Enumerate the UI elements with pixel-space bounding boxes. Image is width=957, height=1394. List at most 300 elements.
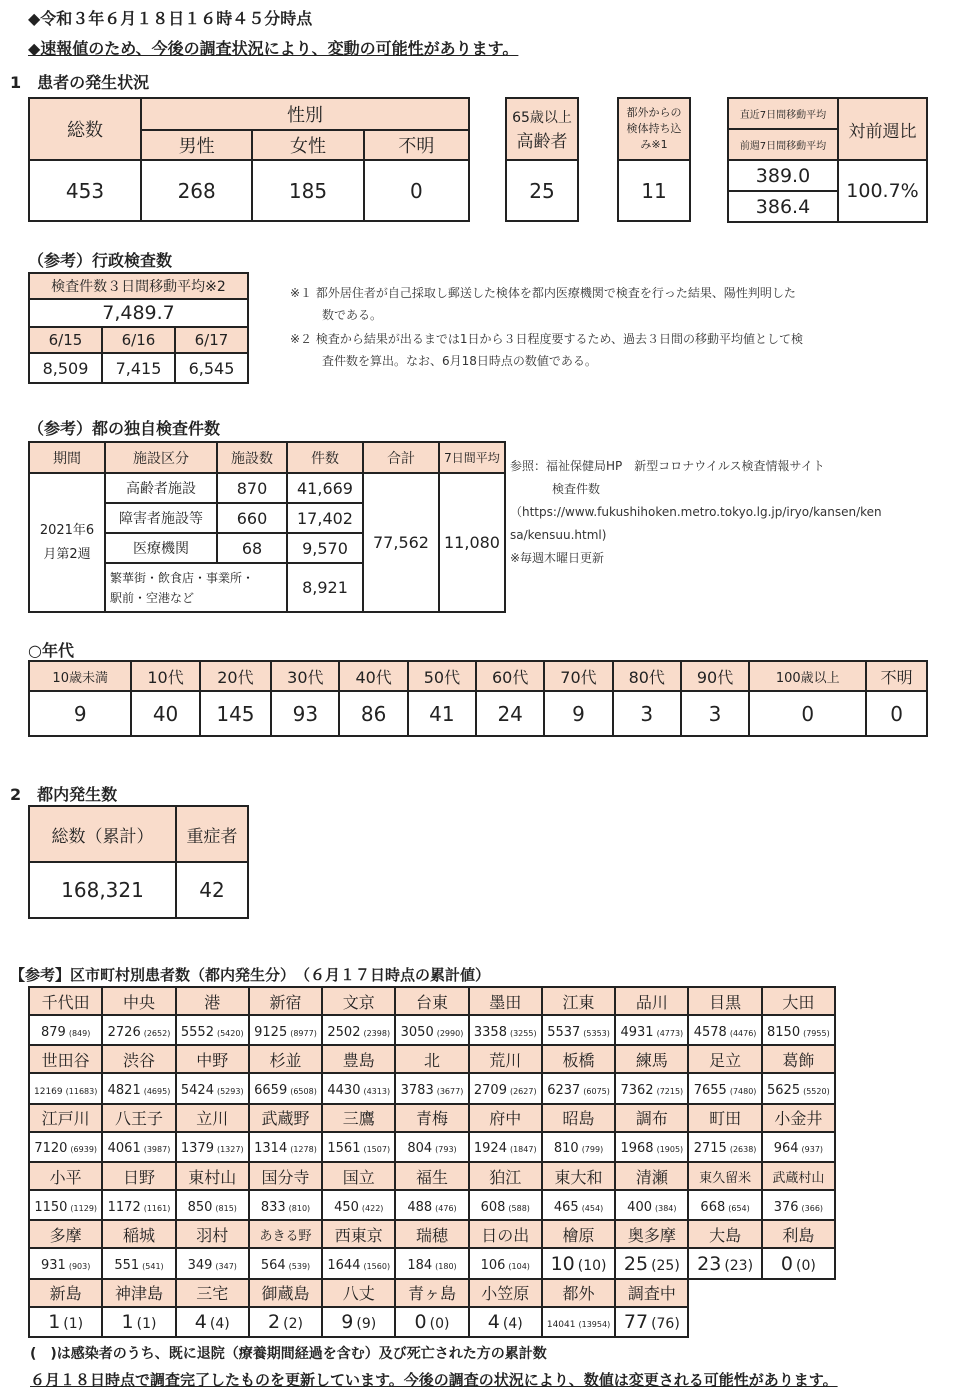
ratio-value: 100.7% (838, 160, 927, 222)
age-label: 60代 (476, 661, 544, 691)
admin-tests-table (28, 272, 249, 384)
municipality-cases: 4821 (107, 1083, 141, 1099)
admin-date: 6/15 (29, 327, 102, 353)
municipality-cases: 5537 (547, 1024, 581, 1040)
municipality-name: 日野 (102, 1162, 175, 1190)
municipality-recovered: (1278) (290, 1145, 317, 1155)
municipality-cases: 3783 (400, 1083, 434, 1099)
municipality-cases: 77 (623, 1310, 649, 1333)
municipality-cases: 9125 (254, 1024, 288, 1040)
municipality-count (322, 1073, 395, 1103)
municipality-count (176, 1132, 249, 1162)
municipality-name: 八王子 (102, 1104, 175, 1132)
municipal-table (28, 986, 836, 1338)
municipality-name: 中野 (176, 1045, 249, 1073)
municipality-recovered: (2627) (509, 1087, 537, 1097)
municipality-recovered: (5420) (216, 1028, 244, 1038)
municipal-title: 【参考】区市町村別患者数（都内発生分） （６月１７日時点の累計値） (10, 966, 491, 984)
sex-label: 性別 (141, 98, 469, 130)
municipality-cases: 349 (187, 1258, 213, 1274)
municipality-recovered: (180) (435, 1262, 457, 1272)
municipality-cases: 1644 (327, 1258, 361, 1274)
municipality-recovered: (104) (508, 1262, 530, 1272)
age-value: 93 (271, 691, 339, 736)
municipality-name: 青梅 (395, 1104, 468, 1132)
municipality-cases: 964 (773, 1141, 799, 1157)
municipality-count (176, 1073, 249, 1103)
age-table (28, 660, 928, 737)
municipality-recovered: (1161) (143, 1203, 171, 1213)
municipality-recovered: (588) (508, 1203, 530, 1213)
outside-sample-value: 11 (618, 160, 690, 221)
municipality-recovered: (5520) (803, 1087, 830, 1097)
municipality-count (395, 1190, 468, 1220)
tokyo-header: 7日間平均 (439, 442, 505, 473)
municipality-cases: 810 (553, 1141, 579, 1157)
tokyo-header: 合計 (363, 442, 439, 473)
municipality-cases: 1150 (34, 1199, 68, 1215)
municipality-name: 国分寺 (249, 1162, 322, 1190)
female-value: 185 (252, 160, 363, 221)
municipality-count (542, 1132, 615, 1162)
municipality-recovered: (2398) (363, 1028, 391, 1038)
municipality-count (322, 1248, 395, 1278)
footnote-1: ※１ 都外居住者が自己採取し郵送した検体を都内医療機関で検査を行った結果、陽性判明した 数である。 (290, 286, 796, 322)
municipality-count (395, 1015, 468, 1045)
municipality-cases: 488 (407, 1199, 433, 1215)
municipality-name: 墨田 (469, 987, 542, 1015)
municipality-name: 奥多摩 (615, 1220, 688, 1248)
municipality-count (688, 1190, 761, 1220)
female-label: 女性 (252, 130, 363, 160)
municipality-recovered: (793) (435, 1145, 457, 1155)
municipality-recovered: (476) (435, 1203, 457, 1213)
municipal-note: ( )は感染者のうち、既に退院（療養期間経過を含む）及び死亡された方の累計数 (30, 1346, 547, 1362)
municipality-count (469, 1307, 542, 1337)
municipality-count (469, 1073, 542, 1103)
admin-avg-value: 7,489.7 (29, 299, 248, 327)
municipality-name: 三鷹 (322, 1104, 395, 1132)
tokyo-category: 障害者施設等 (105, 503, 217, 533)
municipality-recovered: (2990) (436, 1028, 464, 1038)
municipality-recovered: (1) (136, 1315, 157, 1332)
municipality-recovered: (7955) (803, 1028, 830, 1038)
municipality-recovered: (1560) (363, 1262, 391, 1272)
municipality-count (249, 1073, 322, 1103)
municipality-count (29, 1015, 102, 1045)
municipality-cases: 12169 (34, 1087, 63, 1098)
municipality-cases: 1172 (107, 1199, 141, 1215)
municipality-recovered: (4) (209, 1315, 230, 1332)
municipality-cases: 7362 (620, 1083, 654, 1099)
tokyo-category-other: 繁華街・飲食店・事業所・ 駅前・空港など (105, 563, 287, 612)
municipality-count (469, 1248, 542, 1278)
municipality-name: 小笠原 (469, 1279, 542, 1307)
municipality-count (322, 1132, 395, 1162)
patient-summary-table (28, 97, 470, 222)
municipality-cases: 0 (780, 1252, 793, 1275)
municipality-name: 新宿 (249, 987, 322, 1015)
municipality-cases: 1 (48, 1310, 61, 1333)
municipality-cases: 5424 (180, 1083, 214, 1099)
municipality-name: 豊島 (322, 1045, 395, 1073)
municipality-recovered: (541) (142, 1262, 164, 1272)
municipality-recovered: (2638) (729, 1145, 757, 1155)
municipality-name: 品川 (615, 987, 688, 1015)
municipality-name: 板橋 (542, 1045, 615, 1073)
municipality-recovered: (6075) (583, 1087, 610, 1097)
municipality-cases: 7655 (693, 1083, 727, 1099)
municipality-name: 杉並 (249, 1045, 322, 1073)
tokyo-header: 件数 (287, 442, 363, 473)
municipality-cases: 400 (627, 1199, 652, 1215)
age-label: 10歳未満 (29, 661, 131, 691)
elderly-value: 25 (506, 160, 578, 221)
unknown-label: 不明 (364, 130, 469, 160)
municipality-name: 新島 (29, 1279, 102, 1307)
municipality-count (395, 1307, 468, 1337)
municipality-cases: 5552 (180, 1024, 214, 1040)
age-label: 30代 (271, 661, 339, 691)
municipality-recovered: (3255) (509, 1028, 537, 1038)
municipality-cases: 9 (341, 1310, 354, 1333)
municipality-cases: 23 (697, 1252, 722, 1275)
municipality-name: 東久留米 (688, 1162, 761, 1190)
municipality-count (102, 1132, 175, 1162)
municipality-count (29, 1073, 102, 1103)
municipality-count (469, 1015, 542, 1045)
unknown-value: 0 (364, 160, 469, 221)
municipality-name: 稲城 (102, 1220, 175, 1248)
severe-label: 重症者 (176, 806, 248, 862)
ratio-label: 対前週比 (838, 98, 927, 160)
municipality-cases: 14041 (546, 1320, 576, 1331)
municipality-recovered: (5293) (216, 1087, 244, 1097)
municipality-cases: 4430 (327, 1083, 361, 1099)
footnote-2: ※２ 検査から結果が出るまでは1日から３日程度要するため、過去３日間の移動平均値として検 査件数を算出。なお、6月18日時点の数値である。 (290, 332, 804, 368)
municipality-name: 福生 (395, 1162, 468, 1190)
municipality-cases: 450 (334, 1199, 359, 1215)
municipality-cases: 1314 (254, 1141, 288, 1157)
tokyo-header: 施設数 (217, 442, 287, 473)
municipality-name: 小平 (29, 1162, 102, 1190)
municipality-count (176, 1248, 249, 1278)
municipality-name: 荒川 (469, 1045, 542, 1073)
municipality-name: 西東京 (322, 1220, 395, 1248)
municipality-count (542, 1073, 615, 1103)
municipality-recovered: (8977) (290, 1028, 317, 1038)
municipality-cases: 465 (553, 1199, 579, 1215)
municipality-cases: 7120 (34, 1141, 68, 1157)
section1-title: 1 患者の発生状況 (10, 73, 150, 92)
municipality-recovered: (384) (655, 1203, 677, 1213)
municipality-count (615, 1015, 688, 1045)
tokyo-tests-table (28, 441, 506, 613)
municipality-cases: 1968 (620, 1141, 654, 1157)
tokyo-period: 2021年6 月第2週 (29, 473, 105, 612)
age-value: 86 (339, 691, 407, 736)
admin-date: 6/16 (102, 327, 175, 353)
tokyo-category: 高齢者施設 (105, 473, 217, 503)
municipality-cases: 4 (487, 1310, 500, 1333)
admin-value: 6,545 (175, 353, 248, 383)
municipality-recovered: (799) (581, 1145, 604, 1155)
municipality-name: 日の出 (469, 1220, 542, 1248)
age-value: 24 (476, 691, 544, 736)
municipality-cases: 551 (114, 1258, 140, 1274)
municipality-cases: 10 (550, 1252, 575, 1275)
municipality-name: 調布 (615, 1104, 688, 1132)
municipality-count (29, 1132, 102, 1162)
tokyo-cumulative-table (28, 805, 249, 919)
municipality-recovered: (454) (581, 1203, 604, 1213)
age-label: 50代 (408, 661, 476, 691)
tokyo-facilities: 660 (217, 503, 287, 533)
municipality-recovered: (4773) (656, 1028, 684, 1038)
prev-avg-label: 前週7日間移動平均 (728, 129, 838, 160)
municipality-recovered: (1) (63, 1315, 84, 1332)
municipality-count (762, 1015, 835, 1045)
municipality-name: 千代田 (29, 987, 102, 1015)
age-value: 3 (681, 691, 749, 736)
municipality-recovered: (849) (68, 1028, 91, 1038)
moving-average-table (727, 97, 928, 223)
municipality-recovered: (1905) (656, 1145, 684, 1155)
municipality-name: 世田谷 (29, 1045, 102, 1073)
municipality-recovered: (539) (288, 1262, 311, 1272)
municipality-recovered: (810) (288, 1203, 311, 1213)
municipality-recovered: (347) (215, 1262, 237, 1272)
municipality-cases: 376 (773, 1199, 799, 1215)
tokyo-facilities: 68 (217, 533, 287, 563)
municipality-name: 東村山 (176, 1162, 249, 1190)
municipality-count (176, 1307, 249, 1337)
municipality-recovered: (2652) (143, 1028, 171, 1038)
municipality-name: 小金井 (762, 1104, 835, 1132)
municipality-name: 大島 (688, 1220, 761, 1248)
municipality-name: 中央 (102, 987, 175, 1015)
municipality-count (762, 1190, 835, 1220)
municipality-count (322, 1015, 395, 1045)
prev-avg-value: 386.4 (728, 191, 838, 222)
municipality-count (542, 1015, 615, 1045)
age-label: 80代 (613, 661, 681, 691)
age-value: 40 (131, 691, 199, 736)
municipality-cases: 4 (194, 1310, 207, 1333)
age-label: 100歳以上 (749, 661, 866, 691)
municipality-count (249, 1132, 322, 1162)
municipality-recovered: (7215) (656, 1087, 684, 1097)
tokyo-count: 17,402 (287, 503, 363, 533)
municipality-cases: 2502 (327, 1024, 361, 1040)
municipality-recovered: (1507) (363, 1145, 391, 1155)
municipality-cases: 1561 (327, 1141, 361, 1157)
municipality-cases: 931 (41, 1258, 66, 1274)
municipality-count (322, 1307, 395, 1337)
municipality-recovered: (6508) (290, 1087, 317, 1097)
municipality-name: 多摩 (29, 1220, 102, 1248)
municipality-count (688, 1015, 761, 1045)
cumulative-total-value: 168,321 (29, 862, 176, 918)
municipality-cases: 184 (407, 1258, 433, 1274)
age-value: 145 (200, 691, 272, 736)
age-label: 不明 (866, 661, 927, 691)
municipality-name: 調査中 (615, 1279, 688, 1307)
cumulative-total-label: 総数（累計） (29, 806, 176, 862)
municipality-name: 町田 (688, 1104, 761, 1132)
municipality-recovered: (4695) (143, 1087, 171, 1097)
tokyo-total: 77,562 (363, 473, 439, 612)
municipality-recovered: (6939) (70, 1145, 98, 1155)
age-label: 90代 (681, 661, 749, 691)
municipality-recovered: (3987) (143, 1145, 171, 1155)
municipality-count (249, 1015, 322, 1045)
municipality-name: 東大和 (542, 1162, 615, 1190)
municipality-name: 瑞穂 (395, 1220, 468, 1248)
municipality-recovered: (4) (502, 1315, 523, 1332)
severe-value: 42 (176, 862, 248, 918)
municipality-name: 都外 (542, 1279, 615, 1307)
municipality-cases: 4931 (620, 1024, 654, 1040)
recent-avg-value: 389.0 (728, 160, 838, 191)
preliminary-notice: ◆速報値のため、今後の調査状況により、変動の可能性があります。 (28, 39, 519, 58)
municipality-recovered: (7480) (729, 1087, 757, 1097)
municipality-name: 葛飾 (762, 1045, 835, 1073)
municipality-cases: 2715 (693, 1141, 727, 1157)
municipality-recovered: (1327) (216, 1145, 244, 1155)
tokyo-count: 9,570 (287, 533, 363, 563)
municipality-name: 足立 (688, 1045, 761, 1073)
municipality-count (615, 1073, 688, 1103)
municipality-name: 清瀬 (615, 1162, 688, 1190)
municipality-name: 江戸川 (29, 1104, 102, 1132)
elderly-table (505, 97, 579, 222)
municipality-cases: 608 (480, 1199, 506, 1215)
municipality-count (102, 1190, 175, 1220)
report-timestamp: ◆令和３年６月１８日１６時４５分時点 (28, 9, 313, 28)
municipality-count (176, 1015, 249, 1045)
municipality-recovered: (2) (283, 1315, 303, 1332)
municipality-recovered: (76) (651, 1315, 680, 1332)
age-value: 0 (866, 691, 927, 736)
municipality-name: あきる野 (249, 1220, 322, 1248)
municipality-name: 神津島 (102, 1279, 175, 1307)
municipality-recovered: (13954) (578, 1320, 611, 1330)
outside-sample-table (617, 97, 691, 222)
municipality-cases: 4061 (107, 1141, 141, 1157)
municipality-recovered: (9) (356, 1315, 377, 1332)
municipality-count (762, 1132, 835, 1162)
municipality-cases: 25 (623, 1252, 649, 1275)
municipality-recovered: (366) (801, 1203, 824, 1213)
municipality-count (469, 1190, 542, 1220)
municipality-cases: 2726 (107, 1024, 141, 1040)
age-value: 3 (613, 691, 681, 736)
municipality-name: 港 (176, 987, 249, 1015)
municipality-cases: 668 (700, 1199, 726, 1215)
tokyo-category: 医療機関 (105, 533, 217, 563)
municipality-count (29, 1248, 102, 1278)
tokyo-count: 8,921 (287, 563, 363, 612)
municipality-cases: 2709 (473, 1083, 507, 1099)
municipality-count (249, 1248, 322, 1278)
male-label: 男性 (141, 130, 252, 160)
municipality-name: 昭島 (542, 1104, 615, 1132)
municipality-name: 台東 (395, 987, 468, 1015)
municipality-recovered: (937) (801, 1145, 824, 1155)
municipality-recovered: (903) (68, 1262, 91, 1272)
municipality-cases: 0 (414, 1310, 427, 1333)
municipality-cases: 6237 (547, 1083, 581, 1099)
age-value: 41 (408, 691, 476, 736)
municipal-update-notice: ６月１８日時点で調査完了したものを更新しています。今後の調査の状況により、数値は変更される可能性があります。 (30, 1371, 838, 1389)
municipality-count (542, 1248, 615, 1278)
municipality-recovered: (422) (361, 1203, 384, 1213)
municipality-cases: 3050 (400, 1024, 434, 1040)
municipality-recovered: (1129) (70, 1203, 98, 1213)
municipality-count (176, 1190, 249, 1220)
municipality-count (395, 1248, 468, 1278)
municipality-count (688, 1073, 761, 1103)
municipality-count (102, 1073, 175, 1103)
municipality-cases: 804 (407, 1141, 433, 1157)
municipality-cases: 2 (268, 1310, 281, 1333)
municipality-recovered: (815) (215, 1203, 237, 1213)
municipality-recovered: (3677) (436, 1087, 464, 1097)
municipality-name: 羽村 (176, 1220, 249, 1248)
municipality-name: 江東 (542, 987, 615, 1015)
municipality-recovered: (11683) (65, 1087, 98, 1097)
age-value: 9 (29, 691, 131, 736)
municipality-name: 御蔵島 (249, 1279, 322, 1307)
municipality-cases: 4578 (693, 1024, 727, 1040)
municipality-count (249, 1190, 322, 1220)
age-label: 70代 (544, 661, 612, 691)
admin-avg-label: 検査件数３日間移動平均※2 (29, 273, 248, 299)
municipality-name: 八丈 (322, 1279, 395, 1307)
admin-tests-title: （参考）行政検査数 (28, 251, 173, 270)
municipality-recovered: (0) (795, 1257, 816, 1274)
municipality-cases: 8150 (767, 1024, 801, 1040)
admin-date: 6/17 (175, 327, 248, 353)
municipality-cases: 879 (41, 1024, 66, 1040)
municipality-count (102, 1248, 175, 1278)
elderly-label: 65歳以上 高齢者 (506, 98, 578, 160)
municipality-cases: 3358 (473, 1024, 507, 1040)
tokyo-header: 期間 (29, 442, 105, 473)
municipality-cases: 833 (260, 1199, 286, 1215)
municipality-cases: 564 (260, 1258, 286, 1274)
municipality-count (469, 1132, 542, 1162)
male-value: 268 (141, 160, 252, 221)
section2-title: 2 都内発生数 (10, 785, 118, 804)
municipality-recovered: (4476) (729, 1028, 757, 1038)
municipality-cases: 5625 (767, 1083, 801, 1099)
municipality-name: 立川 (176, 1104, 249, 1132)
municipality-count (102, 1307, 175, 1337)
tokyo-facilities: 870 (217, 473, 287, 503)
municipality-recovered: (1847) (509, 1145, 537, 1155)
municipality-cases: 106 (480, 1258, 506, 1274)
municipality-name: 目黒 (688, 987, 761, 1015)
municipality-count (29, 1190, 102, 1220)
tokyo-tests-title: （参考）都の独自検査件数 (28, 419, 221, 438)
municipality-count (542, 1190, 615, 1220)
municipality-name: 狛江 (469, 1162, 542, 1190)
municipality-name: 武蔵野 (249, 1104, 322, 1132)
municipality-name: 北 (395, 1045, 468, 1073)
admin-value: 8,509 (29, 353, 102, 383)
